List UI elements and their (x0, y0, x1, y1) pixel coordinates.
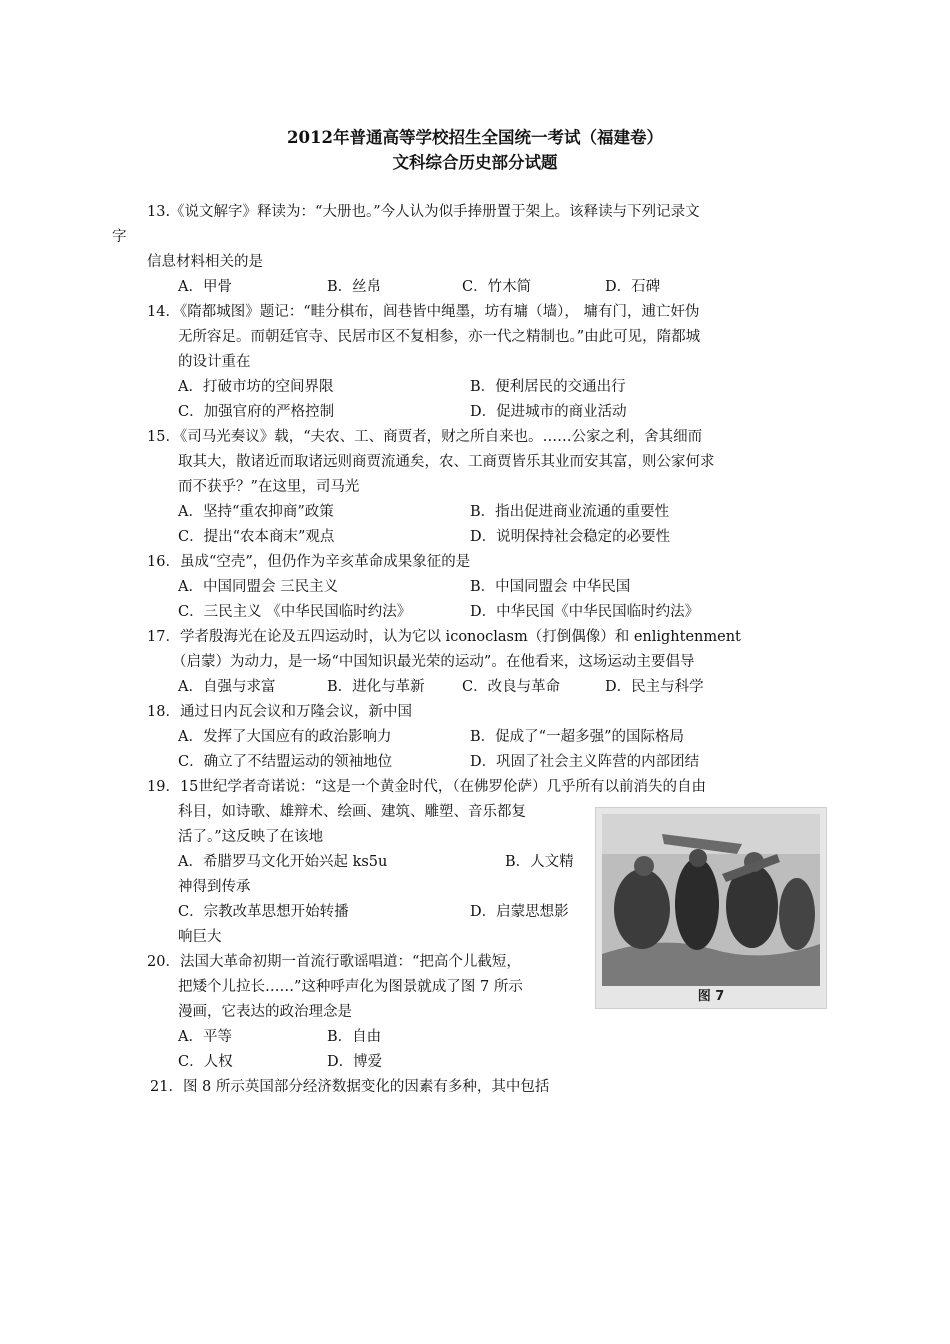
q16-option-c: C．三民主义 《中华民国临时约法》 (178, 604, 412, 620)
q17-option-b: B．进化与革新 (327, 679, 425, 695)
q14-option-c: C．加强官府的严格控制 (178, 404, 335, 420)
figure-7-caption: 图 7 (697, 989, 725, 1004)
q15-option-a: A．坚持“重农抑商”政策 (178, 504, 334, 520)
q19-stem-line1: 19．15世纪学者奇诺说：“这是一个黄金时代，（在佛罗伦萨）几乎所有以前消失的自由 (147, 779, 707, 795)
q20-option-c: C．人权 (178, 1054, 233, 1070)
q15-option-c: C．提出“农本商末”观点 (178, 529, 335, 545)
q19-option-d-part2: 响巨大 (178, 929, 222, 945)
q18-option-c: C．确立了不结盟运动的领袖地位 (178, 754, 393, 770)
q16-option-b: B．中国同盟会 中华民国 (470, 579, 631, 595)
q13-option-c: C．竹木简 (462, 279, 532, 295)
q15-stem-line3: 而不获乎？”在这里，司马光 (178, 479, 360, 495)
q20-stem-line2: 把矮个儿拉长……”这种呼声化为图景就成了图 7 所示 (178, 979, 523, 995)
q15-option-d: D．说明保持社会稳定的必要性 (470, 529, 671, 545)
q19-option-b-part1: B．人文精 (505, 854, 574, 870)
q14-stem-line1: 14．《隋都城图》题记：“畦分棋布，闾巷皆中绳墨，坊有墉（墙）， 墉有门，逋亡奸伪 (147, 304, 700, 320)
q20-stem-line3: 漫画，它表达的政治理念是 (178, 1004, 352, 1020)
q20-option-b: B．自由 (327, 1029, 382, 1045)
q17-option-a: A．自强与求富 (178, 679, 276, 695)
q19-option-c: C．宗教改革思想开始转播 (178, 904, 349, 920)
q16-option-d: D．中华民国《中华民国临时约法》 (470, 604, 700, 620)
q14-stem-line3: 的设计重在 (178, 354, 251, 370)
q15-stem-line2: 取其大，散诸近而取诸远则商贾流通矣，农、工商贾皆乐其业而安其富，则公家何求 (178, 454, 715, 470)
q20-option-d: D．博爱 (327, 1054, 383, 1070)
q20-option-a: A．平等 (178, 1029, 232, 1045)
figure-7-cartoon (595, 807, 827, 1009)
q15-option-b: B．指出促进商业流通的重要性 (470, 504, 670, 520)
q18-option-b: B．促成了“一超多强”的国际格局 (470, 729, 684, 745)
q17-stem-line1: 17．学者殷海光在论及五四运动时，认为它以 iconoclasm（打倒偶像）和 enlightenment (147, 629, 741, 645)
q18-option-d: D．巩固了社会主义阵营的内部团结 (470, 754, 700, 770)
q16-option-a: A．中国同盟会 三民主义 (178, 579, 339, 595)
q17-option-d: D．民主与科学 (605, 679, 704, 695)
q13-option-a: A．甲骨 (178, 279, 232, 295)
q20-stem-line1: 20．法国大革命初期一首流行歌谣唱道：“把高个儿截短， (147, 954, 521, 970)
page-subtitle: 文科综合历史部分试题 (392, 153, 558, 172)
q19-option-a: A．希腊罗马文化开始兴起 ks5u (178, 854, 388, 870)
q18-stem-line1: 18．通过日内瓦会议和万隆会议，新中国 (147, 704, 412, 720)
q16-stem-line1: 16．虽成“空壳”，但仍作为辛亥革命成果象征的是 (147, 554, 471, 570)
q19-stem-line2: 科目，如诗歌、雄辩术、绘画、建筑、雕塑、音乐都复 (178, 804, 526, 820)
q17-option-c: C．改良与革命 (462, 679, 561, 695)
q14-option-a: A．打破市坊的空间界限 (178, 379, 334, 395)
cartoon-illustration (602, 814, 820, 986)
page-title: 2012年普通高等学校招生全国统一考试（福建卷） (287, 128, 663, 147)
q15-stem-line1: 15．《司马光奏议》载，“夫农、工、商贾者，财之所自来也。……公家之利，舍其细而 (147, 429, 703, 445)
q19-option-b-part2: 神得到传承 (178, 879, 251, 895)
q14-stem-line2: 无所容足。而朝廷官寺、民居市区不复相参，亦一代之精制也。”由此可见，隋都城 (178, 329, 701, 345)
q17-stem-line2: （启蒙）为动力，是一场“中国知识最光荣的运动”。在他看来，这场运动主要倡导 (172, 654, 695, 670)
q13-option-b: B．丝帛 (327, 279, 382, 295)
q18-option-a: A．发挥了大国应有的政治影响力 (178, 729, 392, 745)
q13-option-d: D．石碑 (605, 279, 661, 295)
q14-option-d: D．促进城市的商业活动 (470, 404, 627, 420)
q14-option-b: B．便利居民的交通出行 (470, 379, 626, 395)
q19-stem-line3: 活了。”这反映了在该地 (178, 829, 324, 845)
q21-stem-line1: 21．图 8 所示英国部分经济数据变化的因素有多种，其中包括 (150, 1079, 550, 1095)
q13-stem-line3: 信息材料相关的是 (147, 254, 263, 270)
q13-stem-line2: 字 (112, 229, 127, 245)
q19-option-d-part1: D．启蒙思想影 (470, 904, 569, 920)
q13-stem-line1: 13.《说文解字》释读为：“大册也。”今人认为似手捧册置于架上。该释读与下列记录文 (147, 204, 700, 220)
